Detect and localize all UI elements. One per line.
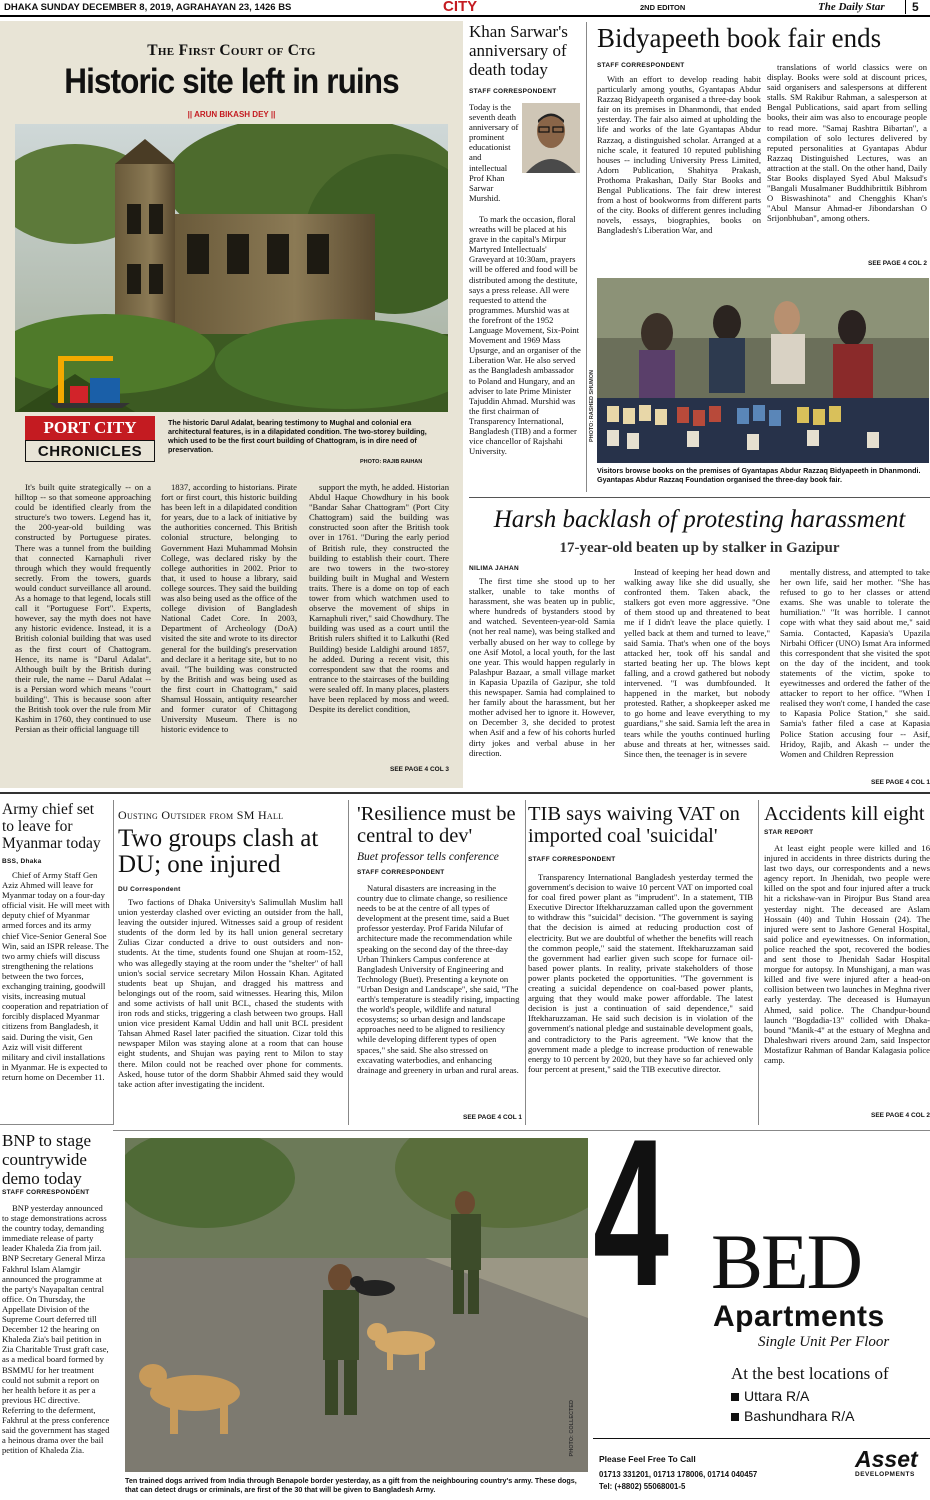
du-byline: DU Correspondent [118,886,181,893]
army-headline: Army chief set to leave for Myanmar today [2,801,101,852]
tib-headline: TIB says waiving VAT on imported coal 'suicidal' [528,803,740,847]
bullet-icon [731,1413,739,1421]
ad-phones[interactable]: 01713 331201, 01713 178006, 01714 040457 [599,1470,758,1479]
accidents-headline: Accidents kill eight [764,803,925,825]
harsh-byline: NILIMA JAHAN [469,565,519,572]
ad-divider [593,1438,930,1439]
divider-resilience-tib [525,800,526,1125]
logo-line1: PORT CITY [25,416,155,440]
dogs-illustration [125,1138,588,1472]
harsh-see-page[interactable]: SEE PAGE 4 COL 1 [870,779,930,786]
asset-logo [855,1448,925,1478]
ctg-body-col3: support the myth, he added. Historian Abdul Haque Chowdhury in his book "Bandar Sahar Chattogram" (Port City Chattogram) said the building was constructed soon after the British took over in 1761. "During the early period of British rule, they constructed the building to establish their court. There are two towers in the two-storey building built in Mughal and Western traits. There is a dome on top of each tower from which watchmen used to observe the movement of ships in Karnaphuli river," said Chowdhury. The building was used as a court until the British rulers shifted it to Lalkuthi (Red Building) beside Laldighi around 1857, he added. During a recent visit, this correspondent saw that the rooms and entrance to the staircases of the building were sealed off. In many places, plasters have been replaced by moss and weed. Despite its derelict condition, [309,482,449,715]
divider-tib-accidents [758,800,759,1125]
accidents-see-page[interactable]: SEE PAGE 4 COL 2 [870,1112,930,1119]
bullet-icon [731,1393,739,1401]
divider-above-harsh [469,497,930,498]
bnp-byline: STAFF CORRESPONDENT [2,1189,90,1196]
bookfair-col1: With an effort to develop reading habit particularly among youths, Gyantapas Abdur Razzaq Bidyapeeth organised a three-day book fair on its premises in Dhanmondi, that ended yesterday. The fair also aimed at upholding the life and works of the late Gyantapas Abdur Razzaq, a distinguished scholar. Arranged at a niche scale, it featured 10 reputed publishing houses -- including University Press Limited, Adorn Publication, Shahitya Prakash, Prothoma Prakashan, Daily Star Books and Bengal Publications. The fair drew interest from a host of bookworms from different parts of the city. Books of different genres including novels, essays, biographies, books on Bangladesh's Liberation War, and [597,74,761,236]
divider-khan-bookfair [586,22,587,492]
ad-tel[interactable]: Tel: (+8802) 55068001-5 [599,1482,686,1491]
harsh-subhead: 17-year-old beaten up by stalker in Gazipur [559,540,840,556]
harsh-col3: mentally distress, and attempted to take her own life, said her mother. "She has refused to go to her classes or attend exams. She was unable to tolerate the humiliation." "It was horrible. I cannot cope with what they said about me," said Samia. Contacted, Kapasia's Upazila Nirbahi Officer (UNO) Ismat Ara informed this correspondent that she visited the spot on the day of the incident, and took statements of the victim, spoke to eyewitnesses and ordered the father of the attacker to report to her office. "When I realised they won't come, I handed the case to Kapasia Police Station," she said. Samia's father filed a case at Kapasia Police Station accusing four -- Asif, Hridoy, Rajib, and Akash -- under the Women and Children Repression [780,567,930,759]
ctg-see-page[interactable]: SEE PAGE 4 COL 3 [389,766,449,773]
khan-headline: Khan Sarwar's anniversary of death today [469,22,568,79]
book-fair-photo [597,278,929,463]
army-body: Chief of Army Staff Gen Aziz Ahmed will leave for Myanmar today on a four-day official visit. He will meet with deputy chief of Myanmar armed forces and its army chief Vice-Senior General Soe Win, said an ISPR release. The two army chiefs will discuss strengthening the relations between the two forces, exchanging training, goodwill visits, increasing mutual cooperation and repatriation of forcibly displaced Myanmar citizens from Bangladesh, it said. During the visit, Gen Aziz will visit different military and civil installations in Myanmar. He is expected to return home on December 11. [2,870,110,1082]
khan-byline: STAFF CORRESPONDENT [469,88,557,95]
bnp-body: BNP yesterday announced to stage demonstrations across the country today, demanding immediate release of party leader Khaleda Zia from jail. BNP Secretary General Mirza Fakhrul Islam Alamgir announced the programme at the party's Nayapaltan central office. On Thursday, the Appellate Division of the Supreme Court deferred till December 12 the hearing on Khaleda Zia's bail petition in Zia Charitable Trust graft case, as a medical board formed by BSMMU for her treatment could not submit a report on her health before it as per a previous HC directive. Referring to the deferment, Fakhrul at the press conference said the government has staged a heinous drama over the bail petition of Khaleda Zia. [2,1203,110,1456]
ctg-kicker: The First Court of Ctg [147,42,316,59]
divider-above-bottom [113,1130,930,1131]
harsh-col2: Instead of keeping her head down and walking away like she did usually, she confronted them. Taken aback, the stalkers got even more aggressive. "One of them stood up and threatened to beat me if I didn't leave the place quietly. I yelled back at them and turned to leave," said Samia. That's when one of the boys attacked her, took off his sandal and started beating her up. The blows kept falling, and a crowd gathered but nobody intervened. "I was dumbfounded. It happened in the market, but nobody protested. Rather, a shopkeeper asked me to go home and leave everything to my guardians," she said. Samia left the area in tears while the youths continued hurling abuse and threats at her, witnesses said. Since then, the teenager is in severe [624,567,770,759]
book-stall-illustration [597,278,929,463]
portrait-icon [522,103,580,173]
resilience-see-page[interactable]: SEE PAGE 4 COL 1 [462,1114,522,1121]
bookfair-photo-credit: PHOTO: RASHED SHUMON [589,370,595,443]
ad-number-4: 4 [593,1095,669,1330]
port-city-logo [25,348,155,466]
masthead [0,0,930,17]
resilience-body: Natural disasters are increasing in the country due to climate change, so resilience needs to be at the centre of all types of development at the present time, said a Buet professor yesterday. Prof Farida Nilufar of architecture made the recommendation while speaking on the second day of the three-day Urban Thinkers Campus conference at Bangladesh University of Engineering and Technology (Buet). Presenting a keynote on "Urban Design and Landscape", she said, "The earth's temperature is steadily rising, impacting the world's people, wildlife and natural ecosystems; so urban design and landscape approaches need to be aligned to resiliency while developing different types of open spaces," she said. She also stressed on excavating waterbodies, and enhancing drainage and greenery in urban and rural areas. [357,883,520,1075]
resilience-headline: 'Resilience must be central to dev' [357,803,516,847]
resilience-byline: STAFF CORRESPONDENT [357,869,445,876]
bookfair-see-page[interactable]: SEE PAGE 4 COL 2 [867,260,927,267]
accidents-byline: STAR REPORT [764,829,814,836]
ad-bed: BED [711,1218,861,1305]
ctg-headline: Historic site left in ruins [64,62,399,101]
divider-army-du [113,800,114,1125]
asset-brand: Asset [855,1446,918,1472]
resilience-subhead: Buet professor tells conference [357,851,499,863]
logo-line2: CHRONICLES [25,440,155,462]
du-kicker: Ousting Outsider from SM Hall [118,808,284,822]
ad-best: At the best locations of [731,1364,889,1383]
bnp-headline: BNP to stage countrywide demo today [2,1131,92,1188]
khan-lead: Today is the seventh death anniversary of prominent educationist and intellectual Prof Khan Sarwar Murshid. [469,102,519,203]
port-crane-icon [50,348,130,408]
divider-mid-page [0,792,930,794]
bookfair-col2: translations of world classics were on display. Books were sold at discount prices, said organisers and salespersons at different stalls. SM Rakibur Rahman, a salesperson at Bengal Publications, said apart from selling books, their aim was also to encourage people to read more. "Samaj Rashtra Bibartan", a compilation of solo lectures delivered by reputed personalities at Gyantapas Abdur Razzaq Distinguished Lectures, was an attraction at the stall. On the other hand, Daily Star Books displayed Syed Abul Maksud's "Bangali Musalmaner Buddhibrittik Bibhrom O Biswashinota" and Chengghis Khan's "Abul Mansur Ahmad-er Jibondarshan O Srijonbhuban", among others. [767,62,927,224]
harsh-col1: The first time she stood up to her stalker, unable to take months of harassment, she was beaten up in public, where hundreds of bystanders stood by and watched. Seventeen-year-old Samia (not her real name), was being stalked and verbally abused on her way to college by one Asif Motol, a local youth, for the last one year. This would happen regularly in Palashpur Bazaar, a small village market in Kapasia Upazila of Gazipur, she told this newspaper. Samia had complained to her family about the harassment, but her mother advised her to ignore it. However, on December 3, she decided to protest when Asif and a few of his cohorts hurled dirty jokes and verbal abuse in her direction. [469,576,615,758]
army-byline: BSS, Dhaka [2,858,42,865]
accidents-body: At least eight people were killed and 16 injured in accidents in three districts during the last two days, our correspondents and a news agency report. In Jhenidah, two people were killed on the spot and four injured after a truck hit a rickshaw-van in Pirojpur Bus Stand area yesterday night. The deceased are Aslam Hossain (40) and Tuhin Hossain (24). The injured were sent to Jashore General Hospital, said police and eyewitnesses. On information, police reached the spot, recovered the bodies and sent those to Jhenidah Sadar Hospital morgue for autopsy. In Munshiganj, a man was killed and five were injured after a head-on collision between two launches in Meghna river early yesterday. The deceased is Humayun Ahmed, said police. The Chandpur-bound launch "Bogdadia-13" collided with Dhaka-bound "Manik-4" at the estuary of Meghna and Dhaleshwari rivers around 2am, said Inspector Mostafizur Rahman of Bandar Kalagasia police camp. [764,843,930,1065]
du-headline: Two groups clash at DU; one injured [118,825,319,878]
paper-name: The Daily Star [818,1,885,13]
tib-byline: STAFF CORRESPONDENT [528,856,616,863]
bookfair-headline: Bidyapeeth book fair ends [597,23,882,53]
page-number: 5 [905,0,919,14]
section-name: CITY [443,0,478,15]
harsh-headline: Harsh backlash of protesting harassment [493,506,906,533]
khan-body: To mark the occasion, floral wreaths will be placed at his grave in the capital's Mirpur Martyred Intellectuals' Graveyard at 10:30am, prayers will be offered and food will be distributed among the destitute, says a press release. All were requested to attend the programmes. Murshid was at the forefront of the 1952 Language Movement, Six-Point Movement and 1969 Mass Upsurge, and an organiser of the Liberation War. He also served as the Bangladesh ambassador to Poland and Hungary, and an adviser to late Prime Minister Tajuddin Ahmad. Murshid was the first chairman of Transparency International, Bangladesh (TIB) and a former vice chancellor of Rajshahi University. [469,214,581,457]
bookfair-caption: Visitors browse books on the premises of Gyantapas Abdur Razzaq Bidyapeeth in Dhanmondi. Gyantapas Abdur Razzaq Foundation organised the three-day book fair. [597,466,921,484]
divider-army-bnp [0,1124,113,1125]
ad-location-1: Uttara R/A [731,1388,809,1404]
ctg-body-col1: It's built quite strategically -- on a hilltop -- so that someone approaching could be identified clearly from the structure's two towers. Legend has it, the 200-year-old building was constructed by Portuguese pirates. There was a tunnel from the building that connected Karnaphuli river through which they would frequently secretly. From the towers, guards would conduct surveillance all around. As a homage to that legend, locals still call it "Portuguese Fort". Experts, however, say the myth does not have any historic evidence. Instead, it is a British colonial building that was used as the first court of Chattogram. Hence, its name is "Darul Adalat". Although built by the British during their rule, the name -- Darul Adalat -- is a Persian word which means "court building". This is because soon after the British took over the rule from Mir Kashim in 1760, they continued to use Persian as their official language till [15,482,151,735]
divider-du-resilience [348,800,349,1125]
tib-body: Transparency International Bangladesh yesterday termed the government's decision to waive 10 percent VAT on imported coal for coal fired power plant as "imprudent". In a statement, TIB Executive Director Iftekharuzzaman called upon the government to withdraw this "suicidal" decision. "The government is saying that the decision is aimed at reducing production cost of electricity. But we are doubtful of whether the benefits will reach the common people," said the statement. Iftekharuzzaman said the government had earlier given such scope for furnace oil-based power plants. In reality, private stakeholders of those power plants pocketed the opportunities. "The government is creating a suicidal dependence on coal-based power plants, arguing that they would make power affordable. The latest decision is just a continuation of said dependence," said Iftekharuzzaman. He said such decision is in violation of the government's national pledge and sustainable development goals, and contradictory to the Paris agreement. "We know that the government made a pledge to increase production of renewable energy to 10 percent by 2020, but they have so far achieved only four percent at present," said the TIB executive director. [528,872,753,1074]
khan-sarwar-portrait [522,103,580,173]
ctg-photo-credit: PHOTO: RAJIB RAIHAN [360,459,423,465]
ad-call: Please Feel Free To Call [599,1454,696,1464]
ad-tagline: Single Unit Per Floor [758,1334,890,1350]
edition-label: 2ND EDITON [640,3,686,12]
ctg-body-col2: 1837, according to historians. Pirate fort or first court, this historic building has been left in a dilapidated condition for years, due to a lack of initiative by the authorities concerned. This British colonial structure, belonging to Government Hazi Muhammad Mohsin College, was declared risky by the college authorities in 2002. Prior to that, it used to house a library, said college sources. They said the building was also being used as the office of the college division of Bangladesh National Cadet Core. In 2003, Department of Archeology (DoA) visited the site and wrote to its director general for the building's preservation and declare it a heritage site, but to no avail. "The building was constructed by the British and was being used as the first court in Chattogram," said Shamsul Hossain, antiquity researcher and former curator of Chittagong University Museum. There is no historic evidence to [161,482,297,735]
ad-apartments: Apartments [713,1300,885,1333]
bookfair-byline: STAFF CORRESPONDENT [597,62,685,69]
ctg-byline: || ARUN BIKASH DEY || [187,110,276,119]
dogs-caption: Ten trained dogs arrived from India through Benapole border yesterday, as a gift from the neighbouring country's army. These dogs, that can detect drugs or criminals, are first of the 30 that will be given to Bangladesh Army. [125,1476,577,1494]
dogs-photo-credit: PHOTO: COLLECTED [569,1400,575,1457]
du-body: Two factions of Dhaka University's Salimullah Muslim hall union yesterday clashed over evicting an outsider from the hall, leaving the outsider injured. Witnesses said a group of resident students of the dorm led by its hall union general secretary Zulias Cizar conducted a drive to oust outsiders and non-students. At the time, students found one Shujan at room-152, who was allegedly staying at the room under the "shelter" of hall union's social service secretary Milon Hossain Khan. Agitated students beat up Shujan, and dragged his mattress and belongings out of the room, said witnesses. Hearing this, Milon and some activists of hall unit BCL, chased the students with iron rods and sticks, triggering a clash between two groups. Hall union vice president Kamal Uddin and hall unit BCL president Tahsan Ahmed Rasel later pacified the situation. Cizar told this newspaper Milon was staying alone at a room that can house eight students, and Shujan was paying rent to Milon to stay there. Milon could not be reached over phone for comments. Asked, house tutor of the dorm Shabbir Ahmed said they would take action after investigating the incident. [118,897,343,1089]
dateline: DHAKA SUNDAY DECEMBER 8, 2019, AGRAHAYAN 23, 1426 BS [4,2,292,13]
ad-location-2: Bashundhara R/A [731,1408,855,1424]
army-dogs-photo [125,1138,588,1472]
ctg-photo-caption: The historic Darul Adalat, bearing testimony to Mughal and colonial era architectural features, is in a dilapidated condition. The two-storey building, which used to be the first court building of Chattogram, is in dire need of preservation. [168,418,427,454]
asset-sub: DEVELOPMENTS [855,1471,915,1478]
